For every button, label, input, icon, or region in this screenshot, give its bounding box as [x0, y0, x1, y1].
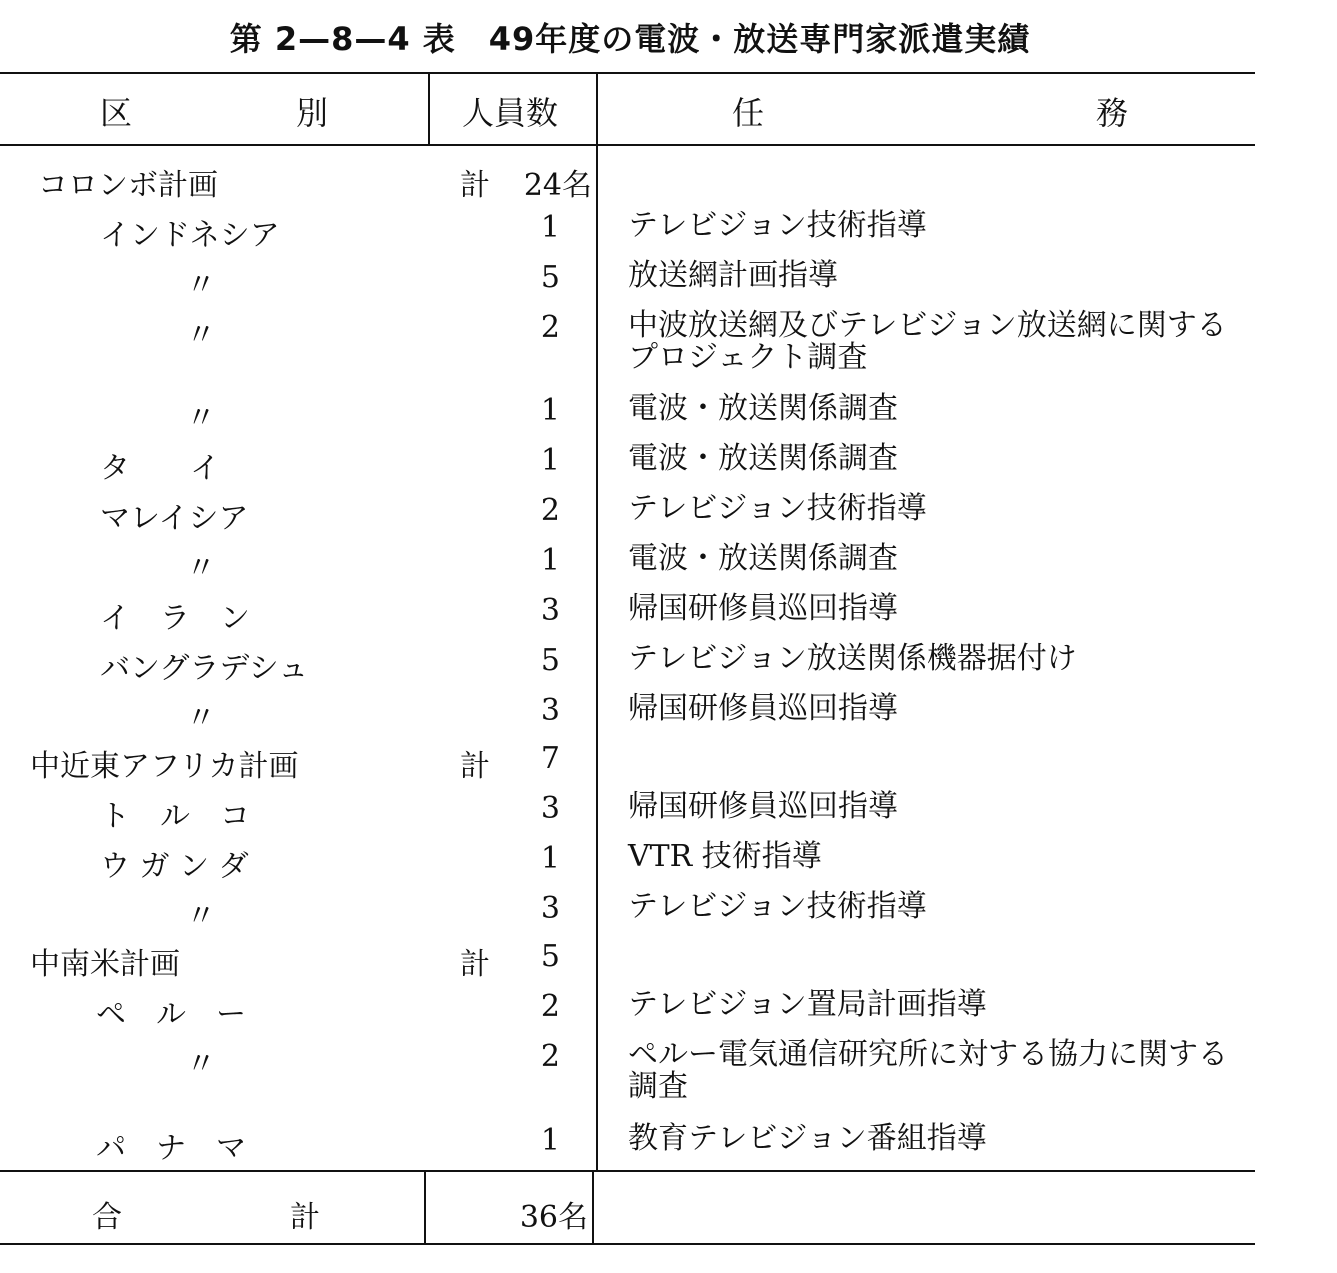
row-count-prefix: 計: [460, 947, 490, 982]
row-task: テレビジョン技術指導: [628, 491, 927, 526]
row-category: ト ル コ: [100, 799, 250, 834]
row-task: 中波放送網及びテレビジョン放送網に関するプロジェクト調査: [628, 308, 1227, 375]
table-row: [0, 989, 1255, 1039]
row-task: 放送網計画指導: [628, 258, 838, 293]
row-category: 〃: [186, 701, 216, 736]
row-count: 5: [540, 260, 560, 295]
table-row: [0, 1123, 1255, 1173]
table-row: [0, 791, 1255, 841]
total-row: [0, 1192, 1255, 1242]
row-task: 帰国研修員巡回指導: [628, 789, 898, 824]
row-category: インドネシア: [100, 218, 280, 253]
row-task: テレビジョン置局計画指導: [628, 987, 987, 1022]
row-category: 〃: [186, 551, 216, 586]
table-row: [0, 841, 1255, 891]
row-task: 電波・放送関係調査: [628, 541, 898, 576]
table-row: [0, 693, 1255, 743]
header-category-b: 別: [296, 94, 329, 132]
table-row: [0, 310, 1255, 390]
row-count-prefix: 計: [460, 168, 490, 203]
row-category: マレイシア: [100, 501, 249, 536]
table-row: [0, 543, 1255, 593]
table-row: [0, 593, 1255, 643]
header-task-b: 務: [1096, 94, 1129, 132]
row-task: テレビジョン技術指導: [628, 208, 927, 243]
table-row: [0, 891, 1255, 941]
header-category-a: 区: [100, 94, 133, 132]
row-task: テレビジョン放送関係機器据付け: [628, 641, 1077, 676]
top-rule: [0, 72, 1255, 74]
total-label-b: 計: [290, 1200, 320, 1235]
row-count: 3: [540, 791, 560, 826]
header-rule: [0, 144, 1255, 146]
row-task: 教育テレビジョン番組指導: [628, 1121, 987, 1156]
table-row: [0, 210, 1255, 260]
row-task: VTR 技術指導: [628, 839, 822, 874]
table-row: [0, 493, 1255, 543]
row-count: 1: [540, 210, 560, 245]
row-count: 2: [540, 493, 560, 528]
table-row: [0, 393, 1255, 443]
row-count: 1: [540, 393, 560, 428]
row-count: 3: [540, 693, 560, 728]
table-row: [0, 160, 1255, 210]
row-category: 〃: [186, 318, 216, 353]
row-category: パ ナ マ: [96, 1131, 246, 1166]
row-count: 24名: [523, 168, 592, 203]
row-count-prefix: 計: [460, 749, 490, 784]
row-category: タ イ: [100, 451, 220, 486]
table-row: [0, 260, 1255, 310]
row-category: 〃: [186, 268, 216, 303]
table-row: [0, 643, 1255, 693]
row-task: 帰国研修員巡回指導: [628, 691, 898, 726]
row-category: 〃: [186, 401, 216, 436]
row-category: イ ラ ン: [100, 601, 250, 636]
table-row: [0, 1039, 1255, 1119]
row-task: 電波・放送関係調査: [628, 391, 898, 426]
row-category: ペ ル ー: [96, 997, 246, 1032]
total-label-a: 合: [92, 1200, 122, 1235]
row-count: 2: [540, 310, 560, 345]
bottom-rule: [0, 1243, 1255, 1245]
table-row: [0, 741, 1255, 791]
table-title: 第 2—8—4 表 49年度の電波・放送専門家派遣実績: [229, 20, 1031, 58]
row-category: バングラデシュ: [100, 651, 309, 686]
header-task-a: 任: [732, 94, 765, 132]
row-count: 1: [540, 1123, 560, 1158]
row-category: 〃: [186, 899, 216, 934]
row-count: 7: [540, 741, 560, 776]
row-count: 1: [540, 841, 560, 876]
row-count: 2: [540, 989, 560, 1024]
col-divider-1-header: [428, 74, 430, 144]
row-count: 1: [540, 543, 560, 578]
table-row: [0, 939, 1255, 989]
row-count: 3: [540, 593, 560, 628]
row-category: ウ ガ ン ダ: [100, 849, 249, 884]
row-count: 5: [540, 939, 560, 974]
total-count: 36名: [519, 1200, 588, 1235]
row-count: 5: [540, 643, 560, 678]
row-count: 3: [540, 891, 560, 926]
row-category: 中近東アフリカ計画: [30, 749, 299, 784]
row-category: コロンボ計画: [38, 168, 218, 203]
row-category: 中南米計画: [30, 947, 180, 982]
row-count: 1: [540, 443, 560, 478]
row-task: 電波・放送関係調査: [628, 441, 898, 476]
table-row: [0, 443, 1255, 493]
row-task: 帰国研修員巡回指導: [628, 591, 898, 626]
row-task: テレビジョン技術指導: [628, 889, 927, 924]
header-count: 人員数: [462, 94, 559, 132]
row-category: 〃: [186, 1047, 216, 1082]
row-count: 2: [540, 1039, 560, 1074]
row-task: ペルー電気通信研究所に対する協力に関する調査: [628, 1037, 1228, 1104]
